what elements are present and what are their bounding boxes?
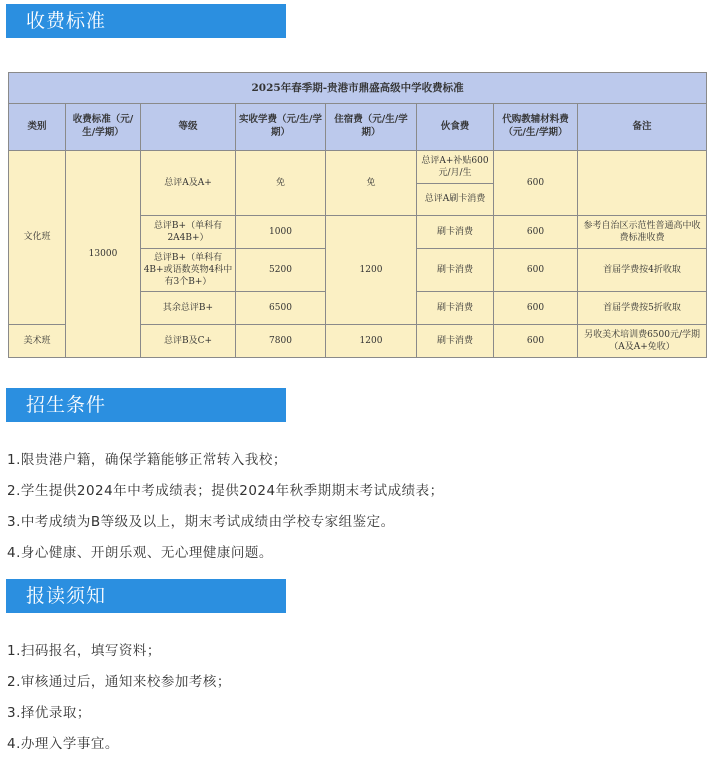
cell-tuition: 1000	[236, 216, 326, 249]
section-banner-conditions	[6, 388, 286, 422]
header-meal: 伙食费	[417, 104, 494, 151]
cell-materials: 600	[494, 325, 578, 358]
header-grade: 等级	[141, 104, 236, 151]
cell-meal: 刷卡消费	[417, 216, 494, 249]
cell-materials: 600	[494, 151, 578, 216]
cell-meal: 刷卡消费	[417, 292, 494, 325]
cell-materials: 600	[494, 292, 578, 325]
cell-category-art: 美术班	[9, 325, 66, 358]
header-category: 类别	[9, 104, 66, 151]
cell-tuition: 5200	[236, 249, 326, 292]
cell-grade: 其余总评B+	[141, 292, 236, 325]
list-item: 4.身心健康、开朗乐观、无心理健康问题。	[7, 545, 273, 561]
header-dorm: 住宿费（元/生/学期）	[326, 104, 417, 151]
section-banner-fees	[6, 4, 286, 38]
cell-meal: 总评A+补贴600元/月/生	[417, 151, 494, 184]
cell-remark: 参考自治区示范性普通高中收费标准收费	[578, 216, 707, 249]
list-item: 3.中考成绩为B等级及以上，期末考试成绩由学校专家组鉴定。	[7, 514, 395, 530]
cell-dorm: 1200	[326, 325, 417, 358]
section-title: 招生条件	[26, 394, 107, 416]
notice-list	[7, 636, 231, 760]
list-item: 4.办理入学事宜。	[7, 736, 119, 752]
cell-dorm: 免	[326, 151, 417, 216]
section-banner-notice	[6, 579, 286, 613]
cell-remark	[578, 151, 707, 216]
cell-grade: 总评B+（单科有2A4B+）	[141, 216, 236, 249]
cell-tuition: 7800	[236, 325, 326, 358]
fee-table-image	[8, 72, 706, 358]
header-tuition: 实收学费（元/生/学期）	[236, 104, 326, 151]
cell-grade: 总评B+（单科有4B+或语数英物4科中有3个B+）	[141, 249, 236, 292]
conditions-list	[7, 445, 444, 569]
cell-grade: 总评A及A+	[141, 151, 236, 216]
list-item: 2.学生提供2024年中考成绩表；提供2024年秋季期期末考试成绩表；	[7, 483, 444, 499]
cell-meal: 刷卡消费	[417, 249, 494, 292]
cell-meal: 刷卡消费	[417, 325, 494, 358]
cell-meal: 总评A刷卡消费	[417, 184, 494, 216]
cell-tuition: 6500	[236, 292, 326, 325]
header-standard: 收费标准（元/生/学期）	[66, 104, 141, 151]
cell-dorm: 1200	[326, 216, 417, 325]
section-title: 收费标准	[26, 10, 107, 32]
fee-table	[8, 72, 707, 358]
cell-remark: 另收美术培训费6500元/学期（A及A+免收）	[578, 325, 707, 358]
cell-remark: 首届学费按4折收取	[578, 249, 707, 292]
cell-grade: 总评B及C+	[141, 325, 236, 358]
list-item: 3.择优录取；	[7, 705, 91, 721]
cell-materials: 600	[494, 249, 578, 292]
cell-materials: 600	[494, 216, 578, 249]
header-materials: 代购教辅材料费（元/生/学期）	[494, 104, 578, 151]
cell-remark: 首届学费按5折收取	[578, 292, 707, 325]
list-item: 1.扫码报名，填写资料；	[7, 643, 161, 659]
cell-standard: 13000	[66, 151, 141, 358]
cell-category-culture: 文化班	[9, 151, 66, 325]
header-remarks: 备注	[578, 104, 707, 151]
list-item: 2.审核通过后，通知来校参加考核；	[7, 674, 231, 690]
section-title: 报读须知	[26, 585, 107, 607]
table-title: 2025年春季期-贵港市鼎盛高级中学收费标准	[9, 73, 707, 104]
list-item: 1.限贵港户籍，确保学籍能够正常转入我校；	[7, 452, 287, 468]
cell-tuition: 免	[236, 151, 326, 216]
